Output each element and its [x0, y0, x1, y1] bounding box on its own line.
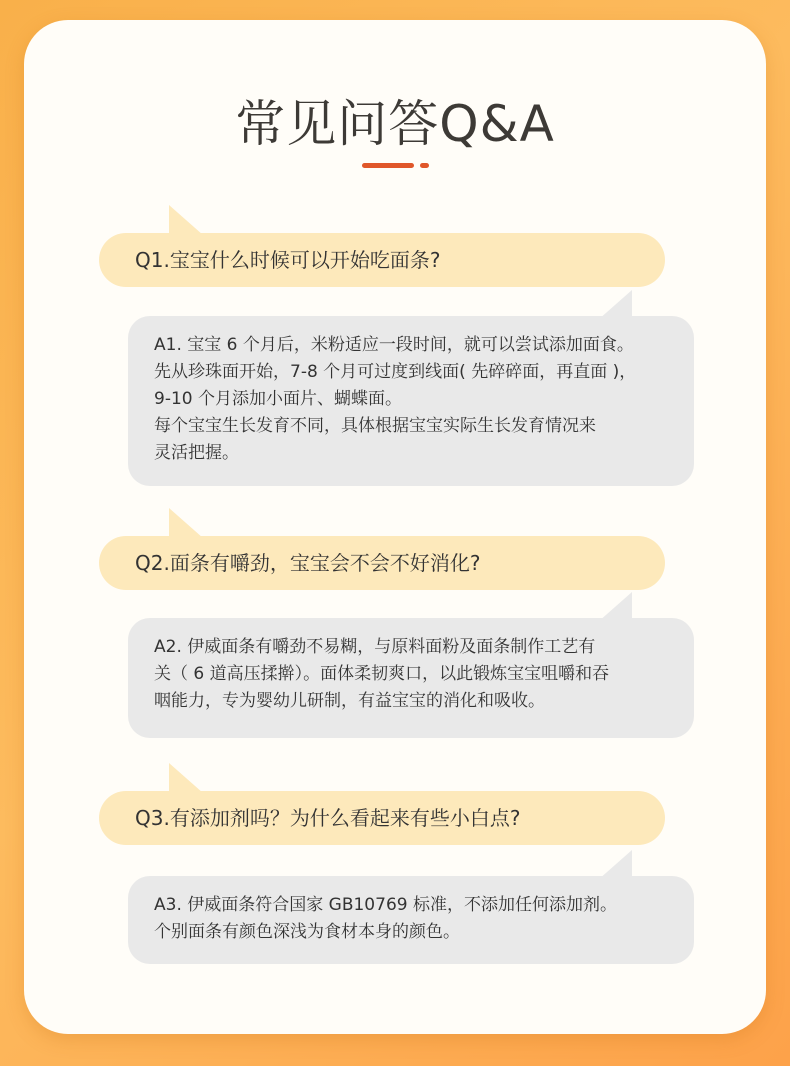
question-bubble-tail [169, 205, 203, 235]
answer-line: 个别面条有颜色深浅为食材本身的颜色。 [154, 922, 460, 942]
answer-bubble-3 [128, 876, 694, 964]
answer-line: 9-10 个月添加小面片、蝴蝶面。 [154, 389, 402, 409]
faq-card [24, 20, 766, 1034]
answer-line: 灵活把握。 [154, 443, 239, 463]
answer-bubble-2 [128, 618, 694, 738]
title-underline-dot [420, 163, 429, 168]
answer-line: 每个宝宝生长发育不同，具体根据宝宝实际生长发育情况来 [154, 416, 596, 436]
question-bubble-tail [169, 508, 203, 538]
question-bubble-tail [169, 763, 203, 793]
title-underline [362, 163, 414, 168]
answer-line: A3. 伊威面条符合国家 GB10769 标准，不添加任何添加剂。 [154, 895, 617, 915]
question-bubble-1: Q1.宝宝什么时候可以开始吃面条? [99, 233, 665, 287]
answer-line: 咽能力，专为婴幼儿研制，有益宝宝的消化和吸收。 [154, 691, 545, 711]
answer-line: 关（ 6 道高压揉擀）。面体柔韧爽口，以此锻炼宝宝咀嚼和吞 [154, 664, 610, 684]
answer-bubble-1 [128, 316, 694, 486]
question-bubble-3: Q3.有添加剂吗？为什么看起来有些小白点? [99, 791, 665, 845]
question-bubble-2: Q2.面条有嚼劲，宝宝会不会不好消化? [99, 536, 665, 590]
answer-line: 先从珍珠面开始，7-8 个月可过度到线面( 先碎碎面，再直面 )， [154, 362, 637, 382]
answer-line: A1. 宝宝 6 个月后，米粉适应一段时间，就可以尝试添加面食。 [154, 335, 634, 355]
answer-line: A2. 伊威面条有嚼劲不易糊，与原料面粉及面条制作工艺有 [154, 637, 596, 657]
page-title: 常见问答Q&A [235, 95, 555, 153]
